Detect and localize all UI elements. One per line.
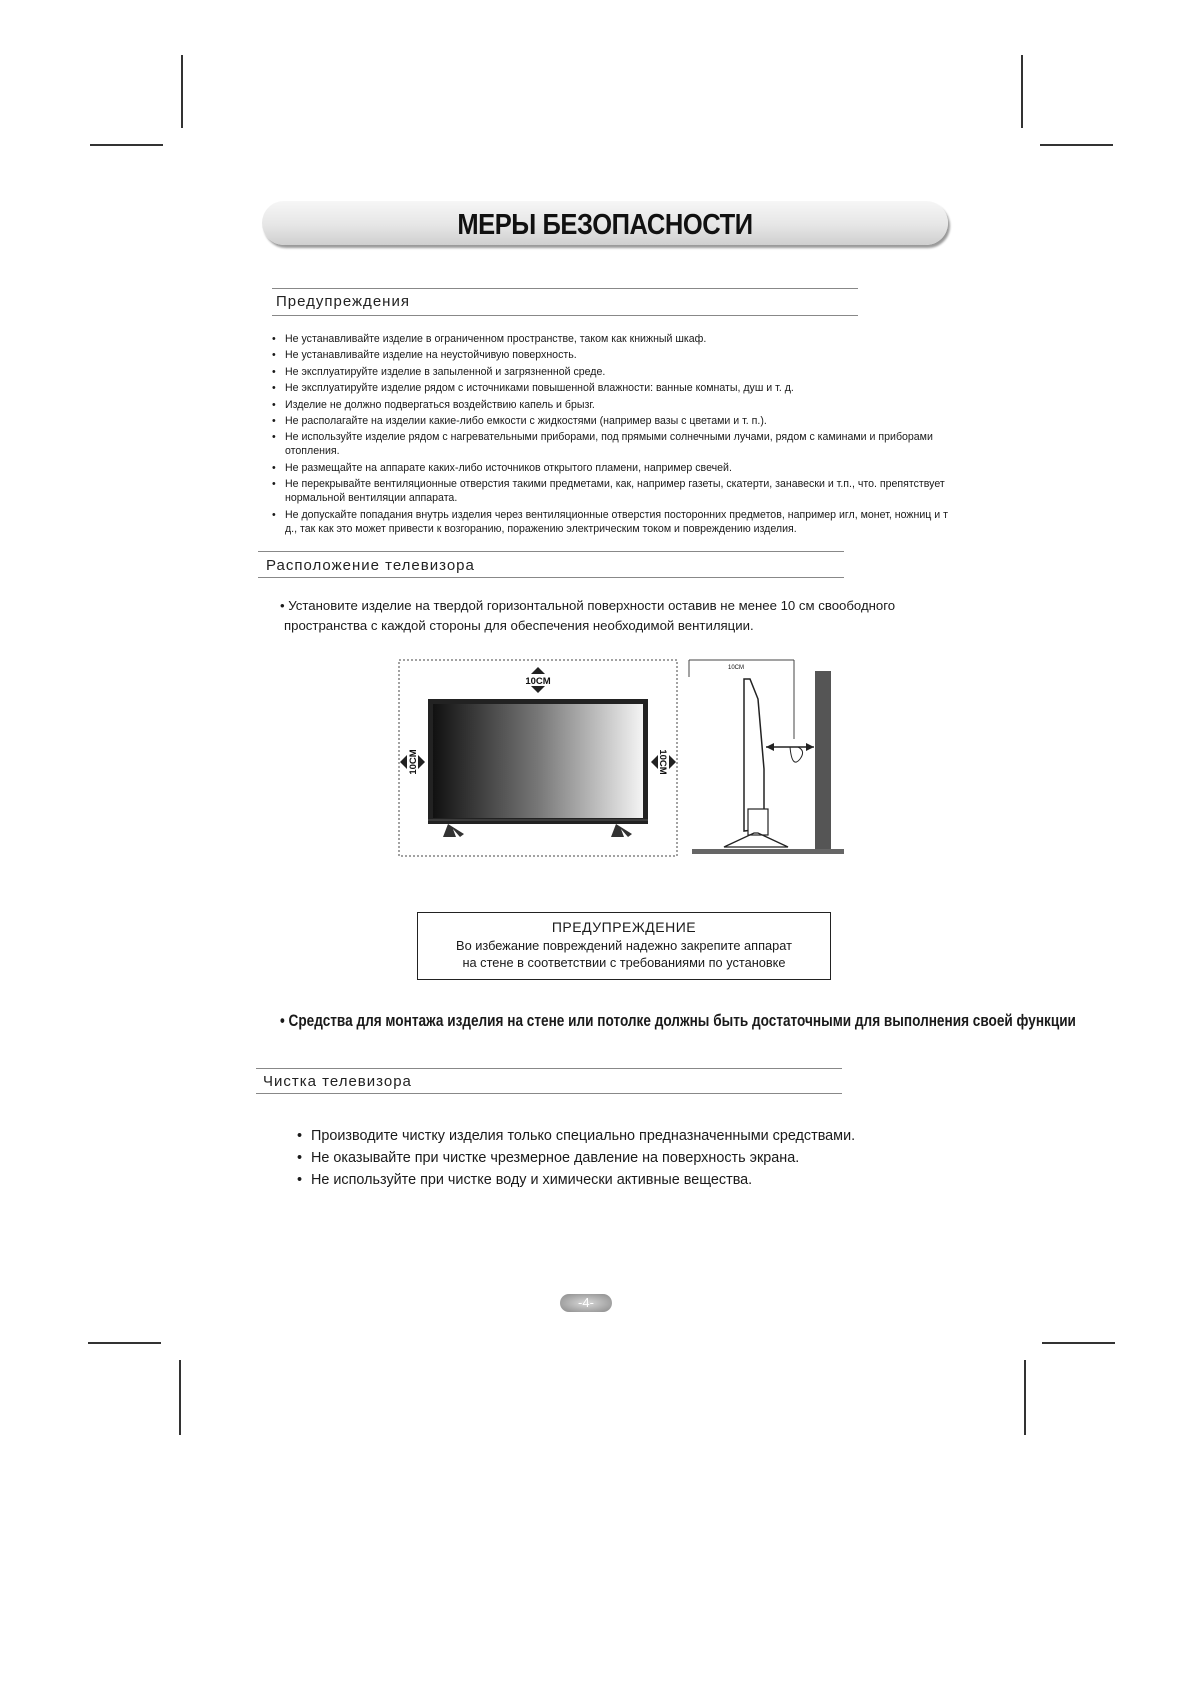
list-item: • Производите чистку изделия только специально предназначенными средствами.	[297, 1125, 855, 1147]
cleaning-list	[297, 1125, 855, 1191]
cleaning-title: Чистка телевизора	[263, 1073, 412, 1090]
list-item: • Изделие не должно подвергаться воздействию капель и брызг.	[272, 398, 952, 412]
tv-side-profile	[744, 679, 764, 831]
crop-mark	[1024, 1360, 1026, 1435]
arrow-right-icon	[418, 755, 425, 769]
list-item: • Не размещайте на аппарате каких-либо источников открытого пламени, например свечей.	[272, 461, 952, 475]
dim-side-label: 10CM	[728, 665, 745, 671]
list-item: • Не допускайте попадания внутрь изделия через вентиляционные отверстия посторонних предметов, например игл, монет, ножниц и т д., так как это может привести к возгоранию, поражению электрическим током и повреждению изделия.	[272, 508, 952, 536]
warnings-title: Предупреждения	[276, 293, 410, 310]
dim-left-label: 10CM	[408, 749, 419, 775]
list-item: • Не располагайте на изделии какие-либо емкости с жидкостями (например вазы с цветами и т. п.).	[272, 414, 952, 428]
crop-mark	[90, 144, 163, 146]
list-item: • Не перекрывайте вентиляционные отверстия такими предметами, как, например газеты, скатерти, занавески и т.п., что. препятствует нормальной вентиляции аппарата.	[272, 477, 952, 505]
crop-mark	[1040, 144, 1113, 146]
tv-stand-left	[443, 824, 464, 837]
tv-screen	[433, 704, 643, 818]
list-item: • Не используйте при чистке воду и химически активные вещества.	[297, 1169, 855, 1191]
list-item: • Не оказывайте при чистке чрезмерное давление на поверхность экрана.	[297, 1147, 855, 1169]
tv-stand-right	[611, 824, 632, 837]
placement-text: • Установите изделие на твердой горизонтальной поверхности оставив не менее 10 см своободного пространства с каждой стороны для обеспечения необходимой вентиляции.	[280, 598, 896, 633]
page-title: МЕРЫ БЕЗОПАСНОСТИ	[457, 209, 753, 241]
dim-right-label: 10CM	[657, 749, 668, 775]
page-number: -4-	[560, 1294, 612, 1312]
list-item: • Не эксплуатируйте изделие рядом с источниками повышенной влажности: ванные комнаты, душ и т. д.	[272, 381, 952, 395]
warnings-list	[272, 332, 952, 538]
section-rule	[272, 288, 858, 289]
arrow-down-icon	[531, 686, 545, 693]
bullet: •	[280, 1011, 289, 1030]
tv-side-diagram	[688, 659, 848, 859]
mount-note: • Средства для монтажа изделия на стене или потолке должны быть достаточными для выполнения своей функции	[280, 1011, 1076, 1030]
arrow-right-icon	[669, 755, 676, 769]
list-item: • Не устанавливайте изделие на неустойчивую поверхность.	[272, 348, 952, 362]
crop-mark	[88, 1342, 161, 1344]
placement-title: Расположение телевизора	[266, 557, 475, 574]
section-rule	[272, 315, 858, 316]
arrow-left-icon	[766, 743, 774, 751]
list-item: • Не используйте изделие рядом с нагревательными приборами, под прямыми солнечными лучами, рядом с каминами и приборами отопления.	[272, 430, 952, 458]
crop-mark	[179, 1360, 181, 1435]
crop-mark	[181, 55, 183, 128]
wall	[815, 671, 831, 849]
warning-box	[417, 912, 831, 980]
warning-box-text: Во избежание повреждений надежно закрепите аппарат на стене в соответствии с требованиями по установке	[456, 938, 792, 970]
crop-mark	[1021, 55, 1023, 128]
warning-box-title: ПРЕДУПРЕЖДЕНИЕ	[551, 919, 697, 935]
floor	[692, 849, 844, 854]
list-item: • Не устанавливайте изделие в ограниченном пространстве, таком как книжный шкаф.	[272, 332, 952, 346]
section-rule	[258, 577, 844, 578]
section-rule	[256, 1093, 842, 1094]
arrow-right-icon	[806, 743, 814, 751]
list-item: • Не эксплуатируйте изделие в запыленной и загрязненной среде.	[272, 365, 952, 379]
arrow-up-icon	[531, 667, 545, 674]
section-rule	[256, 1068, 842, 1069]
bullet: •	[280, 598, 289, 613]
dim-top-label: 10CM	[525, 676, 551, 687]
crop-mark	[1042, 1342, 1115, 1344]
arrow-left-icon	[400, 755, 407, 769]
arrow-left-icon	[651, 755, 658, 769]
tv-front-diagram	[398, 659, 678, 859]
section-rule	[258, 551, 844, 552]
